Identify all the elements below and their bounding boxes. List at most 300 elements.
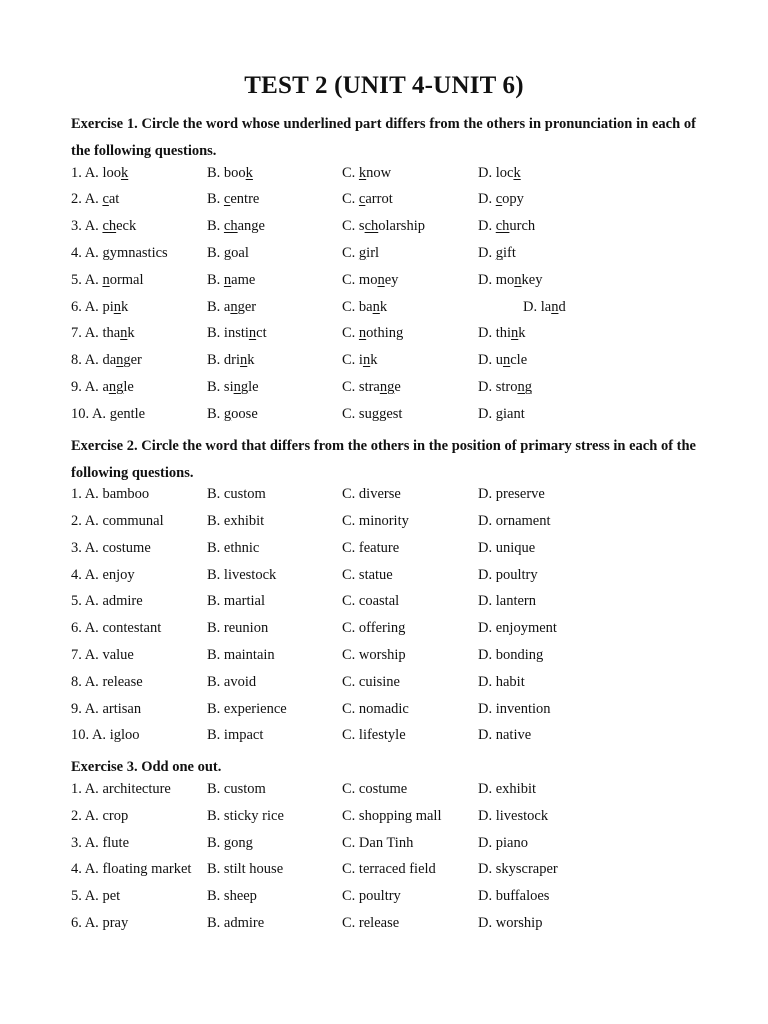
option-d[interactable] <box>478 325 526 342</box>
word-segment: ger <box>123 352 142 369</box>
option-label: B. <box>207 915 221 931</box>
word-segment: worship <box>495 915 543 931</box>
option-label: A. <box>84 298 99 315</box>
word-segment: iant <box>502 405 525 422</box>
question-number: 3. <box>71 834 82 851</box>
word-segment: dri <box>223 352 241 369</box>
option-label: B. <box>207 539 221 556</box>
word-segment: cuisine <box>358 673 400 690</box>
question-number: 2. <box>71 513 82 529</box>
question-number: 3. <box>71 218 82 235</box>
word-segment: i <box>358 352 363 369</box>
option-d[interactable] <box>478 218 535 235</box>
question-row <box>0 593 768 620</box>
option-a[interactable] <box>71 835 129 852</box>
word-segment: preserve <box>495 486 545 503</box>
option-b[interactable] <box>207 218 265 235</box>
word-segment: pray <box>102 915 129 931</box>
option-label: A. <box>84 834 99 851</box>
question-number: 1. <box>71 164 82 181</box>
option-c[interactable] <box>342 861 436 878</box>
option-c[interactable] <box>342 888 401 905</box>
option-a[interactable] <box>71 245 168 262</box>
question-number: 4. <box>71 245 82 261</box>
option-label: B. <box>207 218 221 235</box>
word-segment: ethnic <box>223 539 260 556</box>
word-segment: skyscraper <box>495 861 558 878</box>
word-segment: le <box>123 379 134 395</box>
word-segment: le <box>248 379 259 395</box>
option-label: A. <box>84 191 99 208</box>
option-c[interactable] <box>342 299 387 316</box>
option-d[interactable] <box>478 915 542 932</box>
option-b[interactable] <box>207 674 256 691</box>
option-a[interactable] <box>71 861 191 878</box>
word-segment: ornament <box>495 513 551 529</box>
word-segment: olarship <box>378 218 425 235</box>
word-segment: diverse <box>358 486 401 503</box>
option-b[interactable] <box>207 888 257 905</box>
option-b[interactable] <box>207 299 256 316</box>
underlined-segment: n <box>551 298 559 315</box>
option-b[interactable] <box>207 191 259 208</box>
word-segment: k <box>247 352 255 369</box>
question-number: 5. <box>71 888 82 905</box>
option-label: B. <box>207 807 221 824</box>
underlined-segment: n <box>502 352 511 369</box>
option-b[interactable] <box>207 915 264 932</box>
option-c[interactable] <box>342 245 379 262</box>
option-label: D. <box>478 405 493 422</box>
question-number: 8. <box>71 352 82 369</box>
word-segment: entre <box>230 191 260 208</box>
option-c[interactable] <box>342 593 399 610</box>
word-segment: la <box>540 298 552 315</box>
question-number: 10. <box>71 405 90 422</box>
underlined-segment: c <box>223 191 231 208</box>
option-d[interactable] <box>478 352 527 369</box>
option-c[interactable] <box>342 165 391 182</box>
option-label: C. <box>342 700 356 717</box>
option-label: D. <box>478 164 493 181</box>
option-a[interactable] <box>71 674 143 691</box>
option-b[interactable] <box>207 620 268 637</box>
option-a[interactable] <box>71 352 142 369</box>
word-segment: stro <box>495 379 518 395</box>
question-number: 5. <box>71 271 82 288</box>
option-d[interactable] <box>523 299 566 316</box>
underlined-segment: n <box>223 271 232 288</box>
question-row <box>0 352 768 379</box>
option-a[interactable] <box>71 540 151 557</box>
underlined-segment: g <box>109 405 117 422</box>
option-a[interactable] <box>71 888 120 905</box>
underlined-segment: ch <box>495 218 510 235</box>
option-label: C. <box>342 861 356 878</box>
option-c[interactable] <box>342 406 402 423</box>
option-label: C. <box>342 727 356 744</box>
question-number: 2. <box>71 191 82 208</box>
underlined-segment: n <box>377 271 385 288</box>
option-label: A. <box>84 888 99 905</box>
option-label: A. <box>84 513 99 529</box>
word-segment: ormal <box>109 271 144 288</box>
option-label: A. <box>84 566 99 583</box>
option-b[interactable] <box>207 406 258 423</box>
word-segment: igloo <box>109 727 140 744</box>
option-label: B. <box>207 673 221 690</box>
word-segment: da <box>102 352 117 369</box>
word-segment: e <box>394 379 401 395</box>
underlined-segment: k <box>358 164 367 181</box>
option-d[interactable] <box>478 808 548 825</box>
word-segment: enjoy <box>102 566 135 583</box>
question-row <box>0 567 768 594</box>
word-segment: oose <box>231 405 258 422</box>
option-label: C. <box>342 781 356 797</box>
question-row <box>0 861 768 888</box>
question-row <box>0 647 768 674</box>
option-b[interactable] <box>207 513 264 530</box>
option-b[interactable] <box>207 165 253 182</box>
word-segment: u <box>495 352 503 369</box>
word-segment: boo <box>223 164 246 181</box>
question-row <box>0 888 768 915</box>
option-label: D. <box>478 807 493 824</box>
word-segment: lifestyle <box>358 727 406 744</box>
option-label: D. <box>478 727 493 744</box>
option-a[interactable] <box>71 299 128 316</box>
word-segment: ba <box>358 298 373 315</box>
option-a[interactable] <box>71 781 171 798</box>
option-d[interactable] <box>478 835 528 852</box>
option-a[interactable] <box>71 808 128 825</box>
option-b[interactable] <box>207 861 283 878</box>
question-row <box>0 245 768 272</box>
option-label: A. <box>91 405 107 422</box>
option-c[interactable] <box>342 727 406 744</box>
question-row <box>0 915 768 942</box>
option-d[interactable] <box>478 727 531 744</box>
word-segment: Dan Tinh <box>358 834 414 851</box>
underlined-segment: c <box>358 191 366 208</box>
word-segment: si <box>223 379 234 395</box>
option-c[interactable] <box>342 540 399 557</box>
option-c[interactable] <box>342 379 401 396</box>
option-label: C. <box>342 486 356 503</box>
option-c[interactable] <box>342 567 393 584</box>
option-b[interactable] <box>207 352 255 369</box>
exercise-heading: Exercise 3. Odd one out. <box>71 759 222 776</box>
option-d[interactable] <box>478 540 535 557</box>
option-c[interactable] <box>342 647 406 664</box>
word-segment: experience <box>223 700 287 717</box>
underlined-segment: n <box>358 325 367 342</box>
option-a[interactable] <box>71 325 135 342</box>
option-c[interactable] <box>342 486 401 503</box>
option-a[interactable] <box>71 486 149 503</box>
option-b[interactable] <box>207 727 263 744</box>
option-c[interactable] <box>342 272 398 289</box>
question-number: 1. <box>71 781 82 797</box>
option-label: D. <box>478 915 493 931</box>
option-a[interactable] <box>71 593 143 610</box>
option-label: D. <box>478 539 493 556</box>
word-segment: thi <box>495 325 512 342</box>
option-label: B. <box>207 513 221 529</box>
question-row <box>0 272 768 299</box>
option-b[interactable] <box>207 379 259 396</box>
question-number: 4. <box>71 566 82 583</box>
underlined-segment: n <box>102 271 110 288</box>
underlined-segment: g <box>495 245 503 261</box>
option-label: D. <box>478 486 493 503</box>
word-segment: floating market <box>102 861 192 878</box>
option-label: B. <box>207 164 221 181</box>
option-label: B. <box>207 647 221 663</box>
word-segment: ct <box>256 325 267 342</box>
option-label: B. <box>207 352 221 369</box>
option-d[interactable] <box>478 593 536 610</box>
option-label: A. <box>91 727 107 744</box>
option-a[interactable] <box>71 727 140 744</box>
option-b[interactable] <box>207 486 266 503</box>
option-c[interactable] <box>342 808 442 825</box>
option-label: C. <box>342 298 356 315</box>
word-segment: value <box>102 647 134 663</box>
option-d[interactable] <box>478 191 524 208</box>
question-number: 6. <box>71 915 82 931</box>
option-label: A. <box>84 539 99 556</box>
word-segment: exhibit <box>495 781 537 797</box>
question-number: 10. <box>71 727 90 744</box>
option-label: A. <box>84 245 99 261</box>
word-segment: k <box>127 325 135 342</box>
option-a[interactable] <box>71 191 119 208</box>
underlined-segment: c <box>102 191 109 208</box>
option-c[interactable] <box>342 915 399 932</box>
question-number: 7. <box>71 647 82 663</box>
question-number: 3. <box>71 539 82 556</box>
underlined-segment: k <box>513 164 521 181</box>
option-d[interactable] <box>478 674 525 691</box>
underlined-segment: k <box>245 164 253 181</box>
option-a[interactable] <box>71 567 135 584</box>
option-d[interactable] <box>478 647 543 664</box>
question-number: 2. <box>71 807 82 824</box>
option-c[interactable] <box>342 513 409 530</box>
option-label: B. <box>207 620 221 637</box>
option-c[interactable] <box>342 835 413 852</box>
word-segment: eck <box>116 218 137 235</box>
word-segment: pi <box>102 298 114 315</box>
word-segment: gong <box>223 834 253 851</box>
option-label: C. <box>342 164 356 181</box>
option-label: A. <box>84 861 99 878</box>
option-d[interactable] <box>478 245 516 262</box>
option-label: D. <box>478 566 493 583</box>
option-d[interactable] <box>478 620 557 637</box>
option-b[interactable] <box>207 567 276 584</box>
option-label: D. <box>478 379 493 395</box>
option-label: A. <box>84 807 99 824</box>
option-c[interactable] <box>342 701 409 718</box>
question-row <box>0 165 768 192</box>
option-a[interactable] <box>71 218 136 235</box>
option-c[interactable] <box>342 191 393 208</box>
option-a[interactable] <box>71 701 141 718</box>
word-segment: mo <box>358 271 378 288</box>
word-segment: communal <box>102 513 164 529</box>
option-label: D. <box>478 271 493 288</box>
option-b[interactable] <box>207 272 255 289</box>
question-row <box>0 513 768 540</box>
underlined-segment: ch <box>223 218 238 235</box>
underlined-segment: ch <box>102 218 117 235</box>
word-segment: key <box>521 271 543 288</box>
word-segment: nomadic <box>358 700 409 717</box>
word-segment: bamboo <box>102 486 150 503</box>
option-b[interactable] <box>207 325 267 342</box>
option-label: C. <box>342 647 356 663</box>
option-label: B. <box>207 325 221 342</box>
word-segment: ift <box>502 245 516 261</box>
word-segment: a <box>102 379 109 395</box>
option-c[interactable] <box>342 781 407 798</box>
word-segment: exhibit <box>223 513 265 529</box>
option-c[interactable] <box>342 325 403 342</box>
word-segment: minority <box>358 513 409 529</box>
option-d[interactable] <box>478 567 538 584</box>
option-label: C. <box>342 405 356 422</box>
option-c[interactable] <box>342 674 400 691</box>
option-label: D. <box>478 593 493 610</box>
underlined-segment: n <box>514 271 522 288</box>
word-segment: bonding <box>495 647 544 663</box>
option-b[interactable] <box>207 647 275 664</box>
option-label: C. <box>342 888 356 905</box>
option-label: C. <box>342 807 356 824</box>
option-c[interactable] <box>342 620 405 637</box>
option-label: A. <box>84 379 99 395</box>
option-label: B. <box>207 700 221 717</box>
question-number: 9. <box>71 379 82 395</box>
word-segment: maintain <box>223 647 275 663</box>
word-segment: a <box>223 298 231 315</box>
option-a[interactable] <box>71 647 134 664</box>
option-a[interactable] <box>71 272 144 289</box>
option-d[interactable] <box>478 165 521 182</box>
option-label: A. <box>84 593 99 610</box>
option-label: A. <box>84 218 99 235</box>
question-row <box>0 486 768 513</box>
option-b[interactable] <box>207 808 284 825</box>
option-b[interactable] <box>207 540 259 557</box>
underlined-segment: ng <box>379 379 395 395</box>
option-label: A. <box>84 271 99 288</box>
option-b[interactable] <box>207 701 287 718</box>
underlined-segment: g <box>358 245 367 261</box>
option-c[interactable] <box>342 352 377 369</box>
option-a[interactable] <box>71 620 161 637</box>
option-label: D. <box>478 861 493 878</box>
option-d[interactable] <box>478 861 558 878</box>
word-segment: k <box>518 325 526 342</box>
option-b[interactable] <box>207 593 265 610</box>
option-b[interactable] <box>207 781 266 798</box>
option-a[interactable] <box>71 165 128 182</box>
option-label: C. <box>342 379 356 395</box>
question-row <box>0 325 768 352</box>
word-segment: mo <box>495 271 515 288</box>
underlined-segment: n <box>248 325 257 342</box>
option-d[interactable] <box>478 486 545 503</box>
word-segment: entle <box>116 405 146 422</box>
underlined-segment: n <box>120 325 128 342</box>
word-segment: flute <box>102 834 130 851</box>
option-d[interactable] <box>478 272 542 289</box>
underlined-segment: ch <box>364 218 379 235</box>
option-c[interactable] <box>342 218 425 235</box>
word-segment: stra <box>358 379 380 395</box>
word-segment: poultry <box>495 566 538 583</box>
question-number: 6. <box>71 620 82 637</box>
option-label: A. <box>84 700 99 717</box>
question-row <box>0 674 768 701</box>
question-number: 6. <box>71 298 82 315</box>
option-label: D. <box>478 245 493 261</box>
word-segment: worship <box>358 647 406 663</box>
option-label: B. <box>207 888 221 905</box>
question-row <box>0 727 768 754</box>
word-segment: impact <box>223 727 264 744</box>
option-d[interactable] <box>478 379 532 396</box>
word-segment: contestant <box>102 620 162 637</box>
option-d[interactable] <box>478 513 551 530</box>
question-number: 5. <box>71 593 82 610</box>
question-number: 1. <box>71 486 82 503</box>
option-a[interactable] <box>71 513 164 530</box>
option-label: A. <box>84 164 99 181</box>
page-title: TEST 2 (UNIT 4-UNIT 6) <box>244 72 524 99</box>
exercise-heading: Exercise 2. Circle the word that differs from the others in the position of primary stress in each of the following questions. <box>71 437 696 481</box>
word-segment: loo <box>102 164 121 181</box>
option-a[interactable] <box>71 915 128 932</box>
option-label: D. <box>478 218 493 235</box>
underlined-segment: n <box>372 298 380 315</box>
underlined-segment: n <box>511 325 519 342</box>
option-b[interactable] <box>207 835 253 852</box>
option-d[interactable] <box>478 701 551 718</box>
exercise-heading: Exercise 1. Circle the word whose underlined part differs from the others in pronunciation in each of the following questions. <box>71 116 696 159</box>
word-segment: avoid <box>223 673 257 690</box>
option-d[interactable] <box>478 406 525 423</box>
option-d[interactable] <box>478 781 536 798</box>
option-b[interactable] <box>207 245 249 262</box>
option-d[interactable] <box>478 888 549 905</box>
word-segment: custom <box>223 781 266 797</box>
option-a[interactable] <box>71 406 145 423</box>
word-segment: habit <box>495 673 525 690</box>
word-segment: ange <box>237 218 265 235</box>
option-a[interactable] <box>71 379 134 396</box>
option-label: C. <box>342 513 356 529</box>
option-label: D. <box>523 298 538 315</box>
option-label: C. <box>342 191 356 208</box>
word-segment: costume <box>358 781 408 797</box>
word-segment: su <box>358 405 372 422</box>
question-row <box>0 191 768 218</box>
